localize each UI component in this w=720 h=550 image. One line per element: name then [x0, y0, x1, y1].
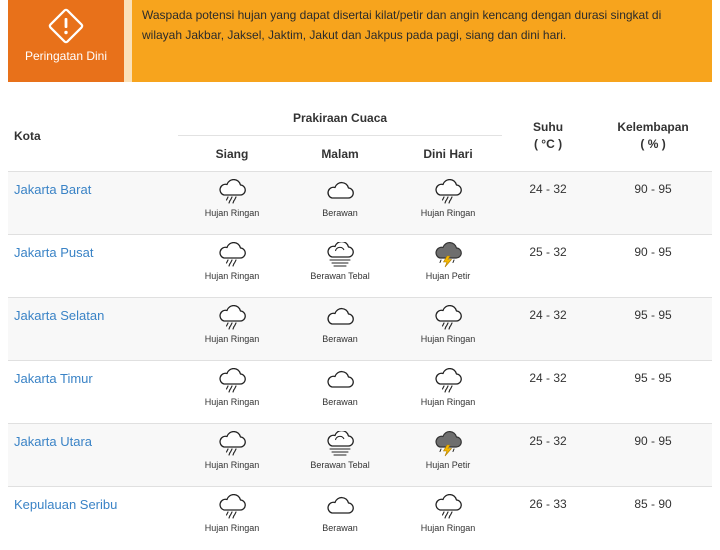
forecast-malam	[286, 424, 394, 487]
forecast-label: Hujan Ringan	[420, 334, 476, 344]
forecast-dini-hari	[394, 361, 502, 424]
forecast-label: Hujan Ringan	[204, 523, 260, 533]
overcast-icon	[325, 242, 355, 268]
table-row	[8, 298, 712, 361]
forecast-dini-hari	[394, 235, 502, 298]
header-kelembapan-label: Kelembapan	[617, 119, 689, 134]
header-suhu-unit: ( °C )	[533, 136, 563, 151]
light-rain-icon	[217, 242, 247, 268]
forecast-label: Hujan Ringan	[204, 334, 260, 344]
table-row	[8, 235, 712, 298]
forecast-malam	[286, 361, 394, 424]
forecast-dini-hari	[394, 424, 502, 487]
forecast-label: Hujan Ringan	[204, 208, 260, 218]
banner-divider	[124, 0, 132, 82]
forecast-label: Hujan Ringan	[204, 397, 260, 407]
table-row	[8, 424, 712, 487]
forecast-siang	[178, 172, 286, 235]
header-dini-hari: Dini Hari	[423, 146, 473, 161]
forecast-label: Berawan	[322, 397, 358, 407]
header-kelembapan-unit: ( % )	[640, 136, 666, 151]
light-rain-icon	[217, 431, 247, 457]
forecast-malam	[286, 235, 394, 298]
early-warning-label: Peringatan Dini	[24, 49, 108, 63]
early-warning-message: Waspada potensi hujan yang dapat disertai kilat/petir dan angin kencang dengan durasi singkat di wilayah Jakbar, Jaksel, Jaktim, Jakut dan Jakpus pada pagi, siang dan dini hari.	[142, 8, 662, 42]
header-siang: Siang	[215, 146, 249, 161]
table-row	[8, 487, 712, 550]
forecast-malam	[286, 487, 394, 550]
humidity-value: 85 - 90	[594, 487, 712, 550]
city-link-jakarta-selatan[interactable]: Jakarta Selatan	[14, 308, 105, 323]
humidity-value: 95 - 95	[594, 298, 712, 361]
temperature-value: 24 - 32	[502, 298, 594, 361]
light-rain-icon	[433, 179, 463, 205]
forecast-label: Hujan Petir	[425, 271, 471, 281]
early-warning-banner	[8, 0, 712, 82]
city-link-jakarta-pusat[interactable]: Jakarta Pusat	[14, 245, 94, 260]
humidity-value: 90 - 95	[594, 235, 712, 298]
table-row	[8, 361, 712, 424]
thunderstorm-icon	[433, 242, 463, 268]
header-prakiraan-cuaca: Prakiraan Cuaca	[178, 100, 502, 136]
forecast-label: Berawan Tebal	[310, 460, 370, 470]
cloudy-icon	[325, 305, 355, 331]
forecast-label: Berawan	[322, 208, 358, 218]
city-link-jakarta-timur[interactable]: Jakarta Timur	[14, 371, 93, 386]
forecast-dini-hari	[394, 172, 502, 235]
header-malam: Malam	[321, 146, 359, 161]
forecast-label: Hujan Ringan	[420, 208, 476, 218]
weather-forecast-table	[8, 100, 712, 550]
header-suhu-label: Suhu	[533, 119, 564, 134]
forecast-malam	[286, 298, 394, 361]
thunderstorm-icon	[433, 431, 463, 457]
forecast-siang	[178, 424, 286, 487]
city-link-jakarta-utara[interactable]: Jakarta Utara	[14, 434, 93, 449]
temperature-value: 26 - 33	[502, 487, 594, 550]
header-kelembapan	[594, 100, 712, 172]
early-warning-badge	[8, 0, 124, 82]
table-row	[8, 172, 712, 235]
forecast-siang	[178, 235, 286, 298]
light-rain-icon	[433, 305, 463, 331]
forecast-label: Hujan Ringan	[204, 271, 260, 281]
city-link-jakarta-barat[interactable]: Jakarta Barat	[14, 182, 92, 197]
light-rain-icon	[433, 494, 463, 520]
light-rain-icon	[433, 368, 463, 394]
light-rain-icon	[217, 494, 247, 520]
light-rain-icon	[217, 305, 247, 331]
forecast-label: Hujan Ringan	[420, 397, 476, 407]
forecast-siang	[178, 298, 286, 361]
temperature-value: 25 - 32	[502, 235, 594, 298]
forecast-siang	[178, 487, 286, 550]
city-link-kepulauan-seribu[interactable]: Kepulauan Seribu	[14, 497, 118, 512]
light-rain-icon	[217, 368, 247, 394]
light-rain-icon	[217, 179, 247, 205]
warning-icon	[47, 7, 85, 45]
forecast-label: Hujan Petir	[425, 460, 471, 470]
header-suhu	[502, 100, 594, 172]
overcast-icon	[325, 431, 355, 457]
forecast-dini-hari	[394, 487, 502, 550]
forecast-dini-hari	[394, 298, 502, 361]
forecast-label: Berawan	[322, 523, 358, 533]
forecast-malam	[286, 172, 394, 235]
cloudy-icon	[325, 494, 355, 520]
forecast-label: Hujan Ringan	[420, 523, 476, 533]
cloudy-icon	[325, 179, 355, 205]
temperature-value: 24 - 32	[502, 172, 594, 235]
forecast-label: Berawan	[322, 334, 358, 344]
header-kota: Kota	[14, 128, 41, 143]
humidity-value: 90 - 95	[594, 172, 712, 235]
forecast-label: Hujan Ringan	[204, 460, 260, 470]
forecast-label: Berawan Tebal	[310, 271, 370, 281]
temperature-value: 24 - 32	[502, 361, 594, 424]
humidity-value: 90 - 95	[594, 424, 712, 487]
cloudy-icon	[325, 368, 355, 394]
temperature-value: 25 - 32	[502, 424, 594, 487]
humidity-value: 95 - 95	[594, 361, 712, 424]
forecast-siang	[178, 361, 286, 424]
